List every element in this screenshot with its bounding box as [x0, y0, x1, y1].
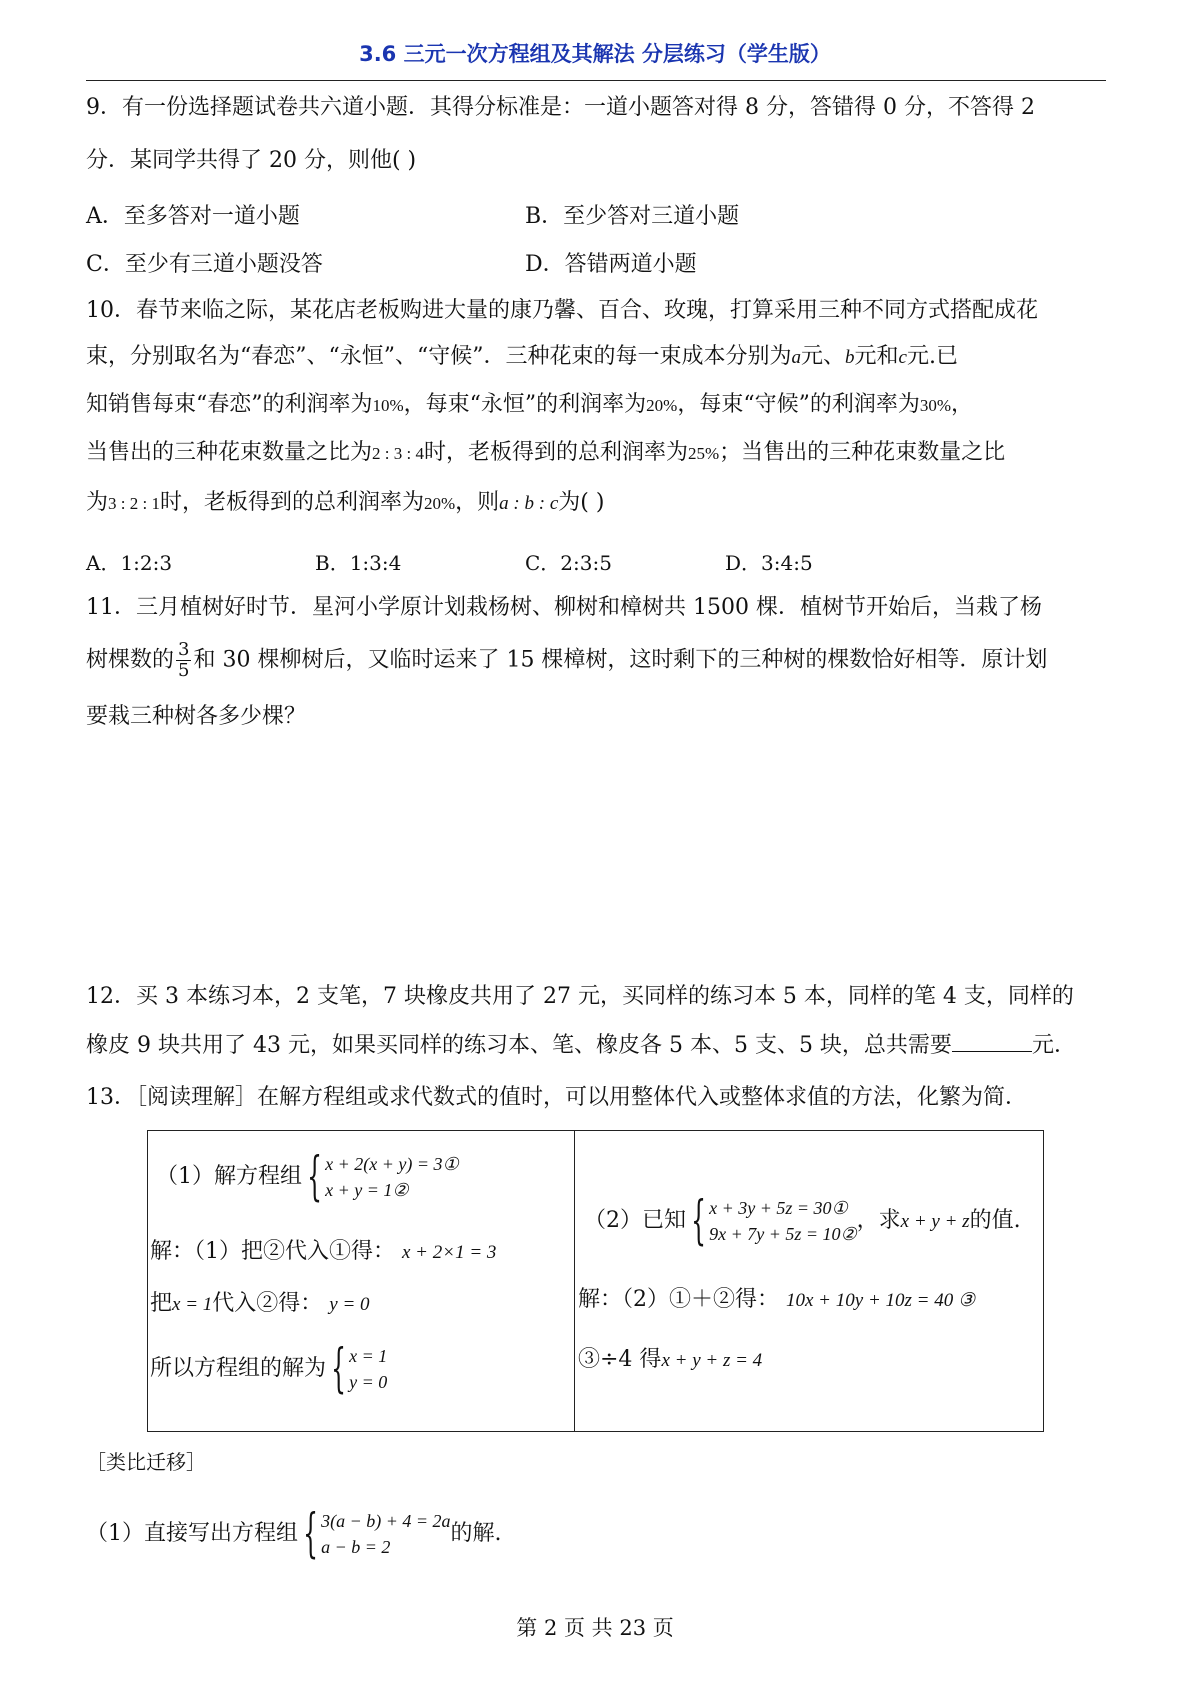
- analogy-heading: ［类比迁移］: [86, 1450, 206, 1474]
- q9-option-c: C．至少有三道小题没答: [86, 252, 323, 277]
- right-solution-step2: ③÷4 得x + y + z = 4: [578, 1347, 763, 1372]
- q9-option-b: B．至少答对三道小题: [525, 204, 740, 229]
- q12-line2: 橡皮 9 块共用了 43 元，如果买同样的练习本、笔、橡皮各 5 本、5 支、5 块，总共需要 元．: [86, 1029, 1076, 1061]
- right-solution-step1: 解：（2）①＋②得： 10x + 10y + 10z = 40 ③: [578, 1287, 976, 1312]
- q12-line1: 12．买 3 本练习本，2 支笔，7 块橡皮共用了 27 元，买同样的练习本 5 本，同样的笔 4 支，同样的: [86, 984, 1074, 1009]
- fraction-three-fifths: $\frac{3}{5}$: [178, 639, 190, 681]
- q10-line3: 知销售每束“春恋”的利润率为10%，每束“永恒”的利润率为20%，每束“守候”的利润率为30%，: [86, 392, 974, 417]
- header-divider: [86, 80, 1106, 81]
- q10-line1: 10．春节来临之际，某花店老板购进大量的康乃馨、百合、玫瑰，打算采用三种不同方式搭配成花: [86, 298, 1038, 323]
- q9-option-a: A．至多答对一道小题: [86, 204, 300, 229]
- q11-line2: 树棵数的 $\frac{3}{5}$ 和 30 棵柳树后，又临时运来了 15 棵樟树，这时剩下的三种树的棵数恰好相等．原计划: [86, 639, 1048, 681]
- q9-line2: 分．某同学共得了 20 分，则他( ): [86, 148, 417, 173]
- q10-option-d: D．3:4:5: [725, 551, 813, 575]
- q10-option-a: A．1:2:3: [86, 551, 173, 575]
- q9-line1: 9．有一份选择题试卷共六道小题．其得分标准是：一道小题答对得 8 分，答错得 0 分，不答得 2: [86, 95, 1035, 120]
- left-solution-step2: 把x = 1代入②得： y = 0: [150, 1291, 370, 1316]
- left-solution-answer: 所以方程组的解为 { x = 1 y = 0: [150, 1339, 388, 1399]
- table-divider: [574, 1131, 575, 1431]
- q10-line5: 为3 : 2 : 1时，老板得到的总利润率为20%，则a : b : c为( ): [86, 490, 605, 515]
- q11-line3: 要栽三种树各多少棵？: [86, 704, 307, 729]
- q10-option-b: B．1:3:4: [315, 551, 402, 575]
- right-system: （2）已知 { x + 3y + 5z = 30① 9x + 7y + 5z = 10② ，求x + y + z的值.: [584, 1191, 1021, 1251]
- q10-option-c: C．2:3:5: [525, 551, 612, 575]
- left-system: （1）解方程组 { x + 2(x + y) = 3① x + y = 1②: [156, 1147, 459, 1207]
- q10-line2: 束，分别取名为“春恋”、“永恒”、“守候”．三种花束的每一束成本分别为a元、b元和c元.已: [86, 344, 958, 369]
- answer-blank: [952, 1029, 1032, 1052]
- page-footer: 第 2 页 共 23 页: [516, 1616, 674, 1640]
- q11-line1: 11．三月植树好时节．星河小学原计划栽杨树、柳树和樟树共 1500 棵．植树节开始后，当栽了杨: [86, 595, 1042, 620]
- page-title: 3.6 三元一次方程组及其解法 分层练习（学生版）: [359, 42, 831, 66]
- q13-intro: 13．［阅读理解］在解方程组或求代数式的值时，可以用整体代入或整体求值的方法，化繁为简．: [86, 1085, 1027, 1110]
- reading-table: [147, 1130, 1044, 1432]
- q10-line4: 当售出的三种花束数量之比为2 : 3 : 4时，老板得到的总利润率为25%；当售出的三种花束数量之比: [86, 440, 1006, 465]
- left-solution-step1: 解：（1）把②代入①得： x + 2×1 = 3: [150, 1239, 497, 1264]
- q9-option-d: D．答错两道小题: [525, 252, 697, 277]
- analogy-sub1: （1）直接写出方程组 { 3(a − b) + 4 = 2a a − b = 2 的解.: [86, 1504, 502, 1564]
